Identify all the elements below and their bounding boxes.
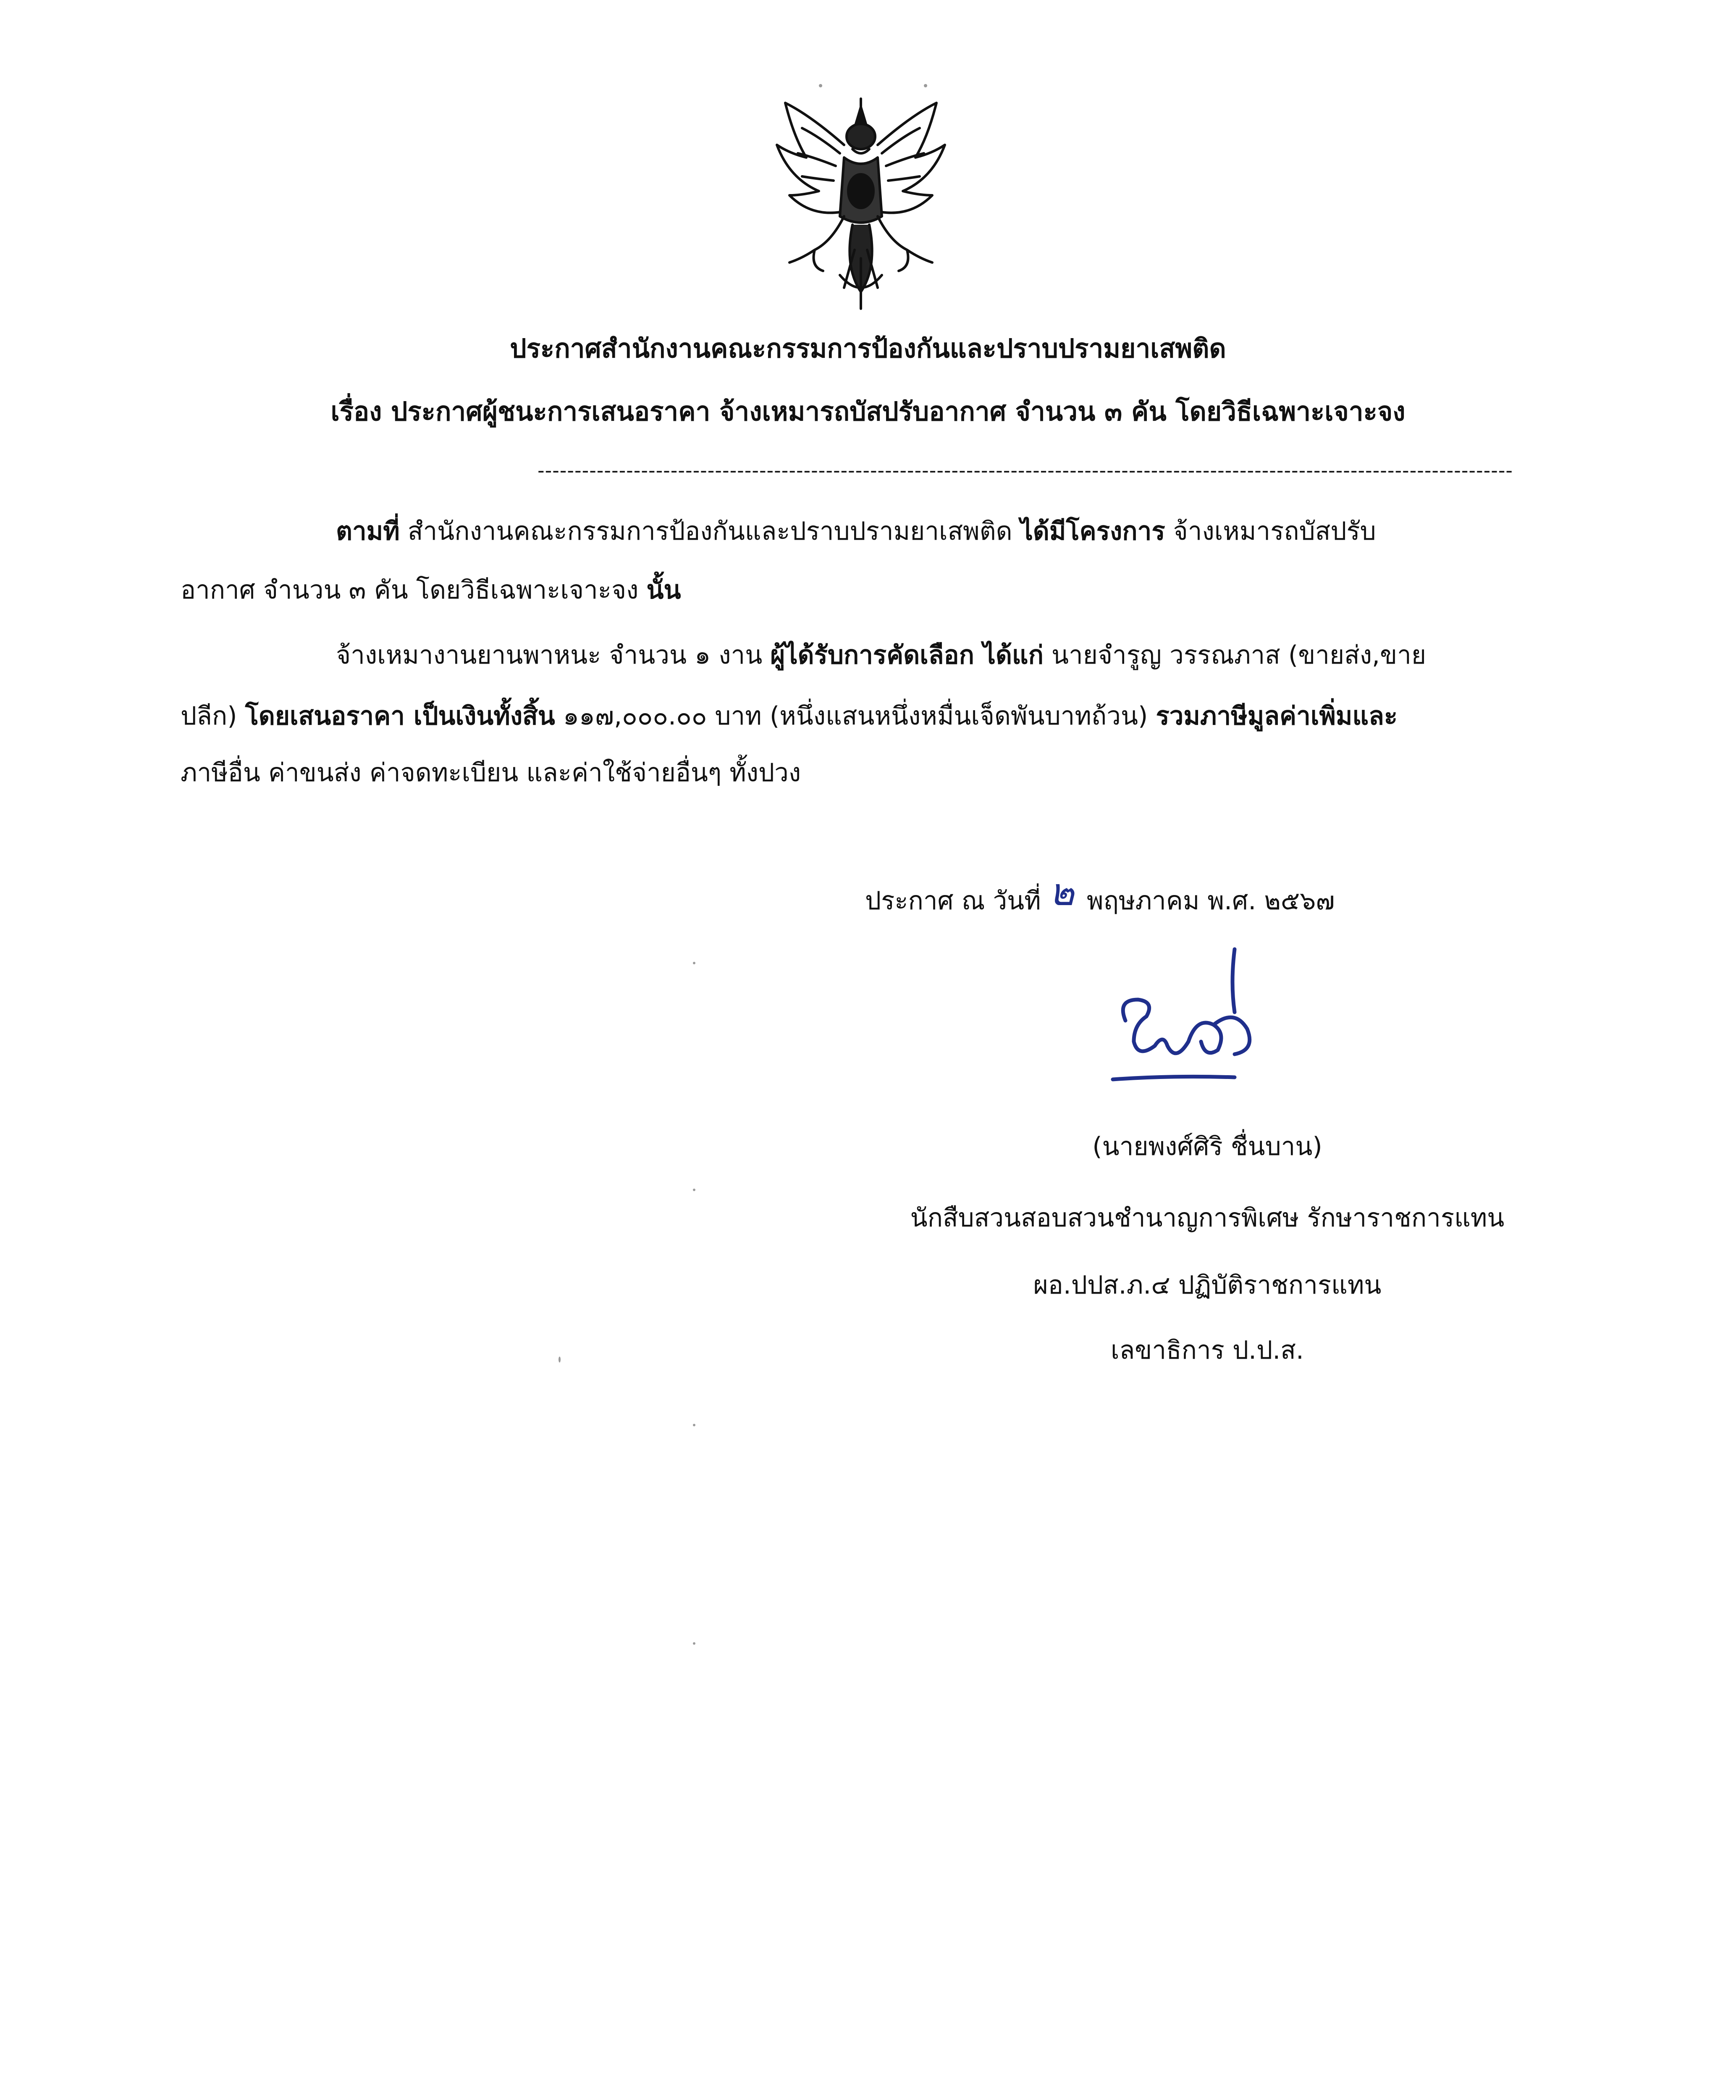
p2-bold2: โดยเสนอราคา เป็นเงินทั้งสิ้น: [245, 701, 555, 731]
p2-start: จ้างเหมางานยานพาหนะ จำนวน ๑ งาน: [336, 640, 771, 670]
signatory-position-2: ผอ.ปปส.ภ.๔ ปฏิบัติราชการแทน: [1033, 1270, 1382, 1300]
scan-speck: [693, 1189, 695, 1191]
scan-speck: [693, 1642, 695, 1645]
scan-speck: [559, 1357, 561, 1362]
paragraph-2-line-1: [336, 638, 1426, 672]
p1-org: สำนักงานคณะกรรมการป้องกันและปราบปรามยาเสพติด: [399, 517, 1020, 546]
p2-line2-start: ปลีก): [181, 701, 245, 731]
p1-lead: ตามที่: [336, 517, 400, 546]
scan-speck: [924, 84, 927, 87]
p2-amount: ๑๑๗,๐๐๐.๐๐ บาท (หนึ่งแสนหนึ่งหมื่นเจ็ดพันบาทถ้วน): [555, 701, 1156, 731]
signatory-name: (นายพงศ์ศิริ ชื่นบาน): [1092, 1132, 1322, 1161]
scan-speck: [693, 1424, 695, 1426]
scan-speck: [693, 962, 695, 964]
garuda-emblem-icon: [760, 90, 962, 334]
p2-bold3: รวมภาษีมูลค่าเพิ่มและ: [1156, 701, 1398, 731]
p1-bold: ได้มีโครงการ: [1020, 517, 1165, 546]
date-prefix: ประกาศ ณ วันที่: [865, 886, 1041, 916]
signatory-position-1: นักสืบสวนสอบสวนชำนาญการพิเศษ รักษาราชการแทน: [910, 1203, 1505, 1233]
announcement-date: [865, 870, 1335, 918]
paragraph-2-line-2: [181, 699, 1398, 733]
paragraph-2-line-3: ภาษีอื่น ค่าขนส่ง ค่าจดทะเบียน และค่าใช้จ่ายอื่นๆ ทั้งปวง: [181, 758, 801, 788]
date-month-year: พฤษภาคม พ.ศ. ๒๕๖๗: [1087, 886, 1335, 916]
handwritten-signature: [1109, 941, 1277, 1092]
announcement-title: ประกาศสำนักงานคณะกรรมการป้องกันและปราบปรามยาเสพติด: [510, 333, 1226, 364]
p2-rest: นายจำรูญ วรรณภาส (ขายส่ง,ขาย: [1043, 640, 1426, 670]
announcement-subject: เรื่อง ประกาศผู้ชนะการเสนอราคา จ้างเหมารถบัสปรับอากาศ จำนวน ๓ คัน โดยวิธีเฉพาะเจาะจง: [330, 396, 1406, 427]
p2-bold1: ผู้ได้รับการคัดเลือก ได้แก่: [770, 640, 1044, 670]
separator-line: ------------------------------------------------------------------------------------------------------------------------------------: [538, 459, 1513, 482]
paragraph-1-line-1: [336, 514, 1376, 548]
date-day-handwritten: ๒: [1049, 870, 1075, 914]
p1-cont: อากาศ จำนวน ๓ คัน โดยวิธีเฉพาะเจาะจง: [181, 575, 647, 605]
signatory-position-3: เลขาธิการ ป.ป.ส.: [1111, 1336, 1304, 1365]
p1-rest: จ้างเหมารถบัสปรับ: [1165, 517, 1376, 546]
p1-end: นั้น: [646, 575, 681, 605]
scan-speck: [819, 84, 822, 87]
paragraph-1-line-2: [181, 573, 681, 607]
